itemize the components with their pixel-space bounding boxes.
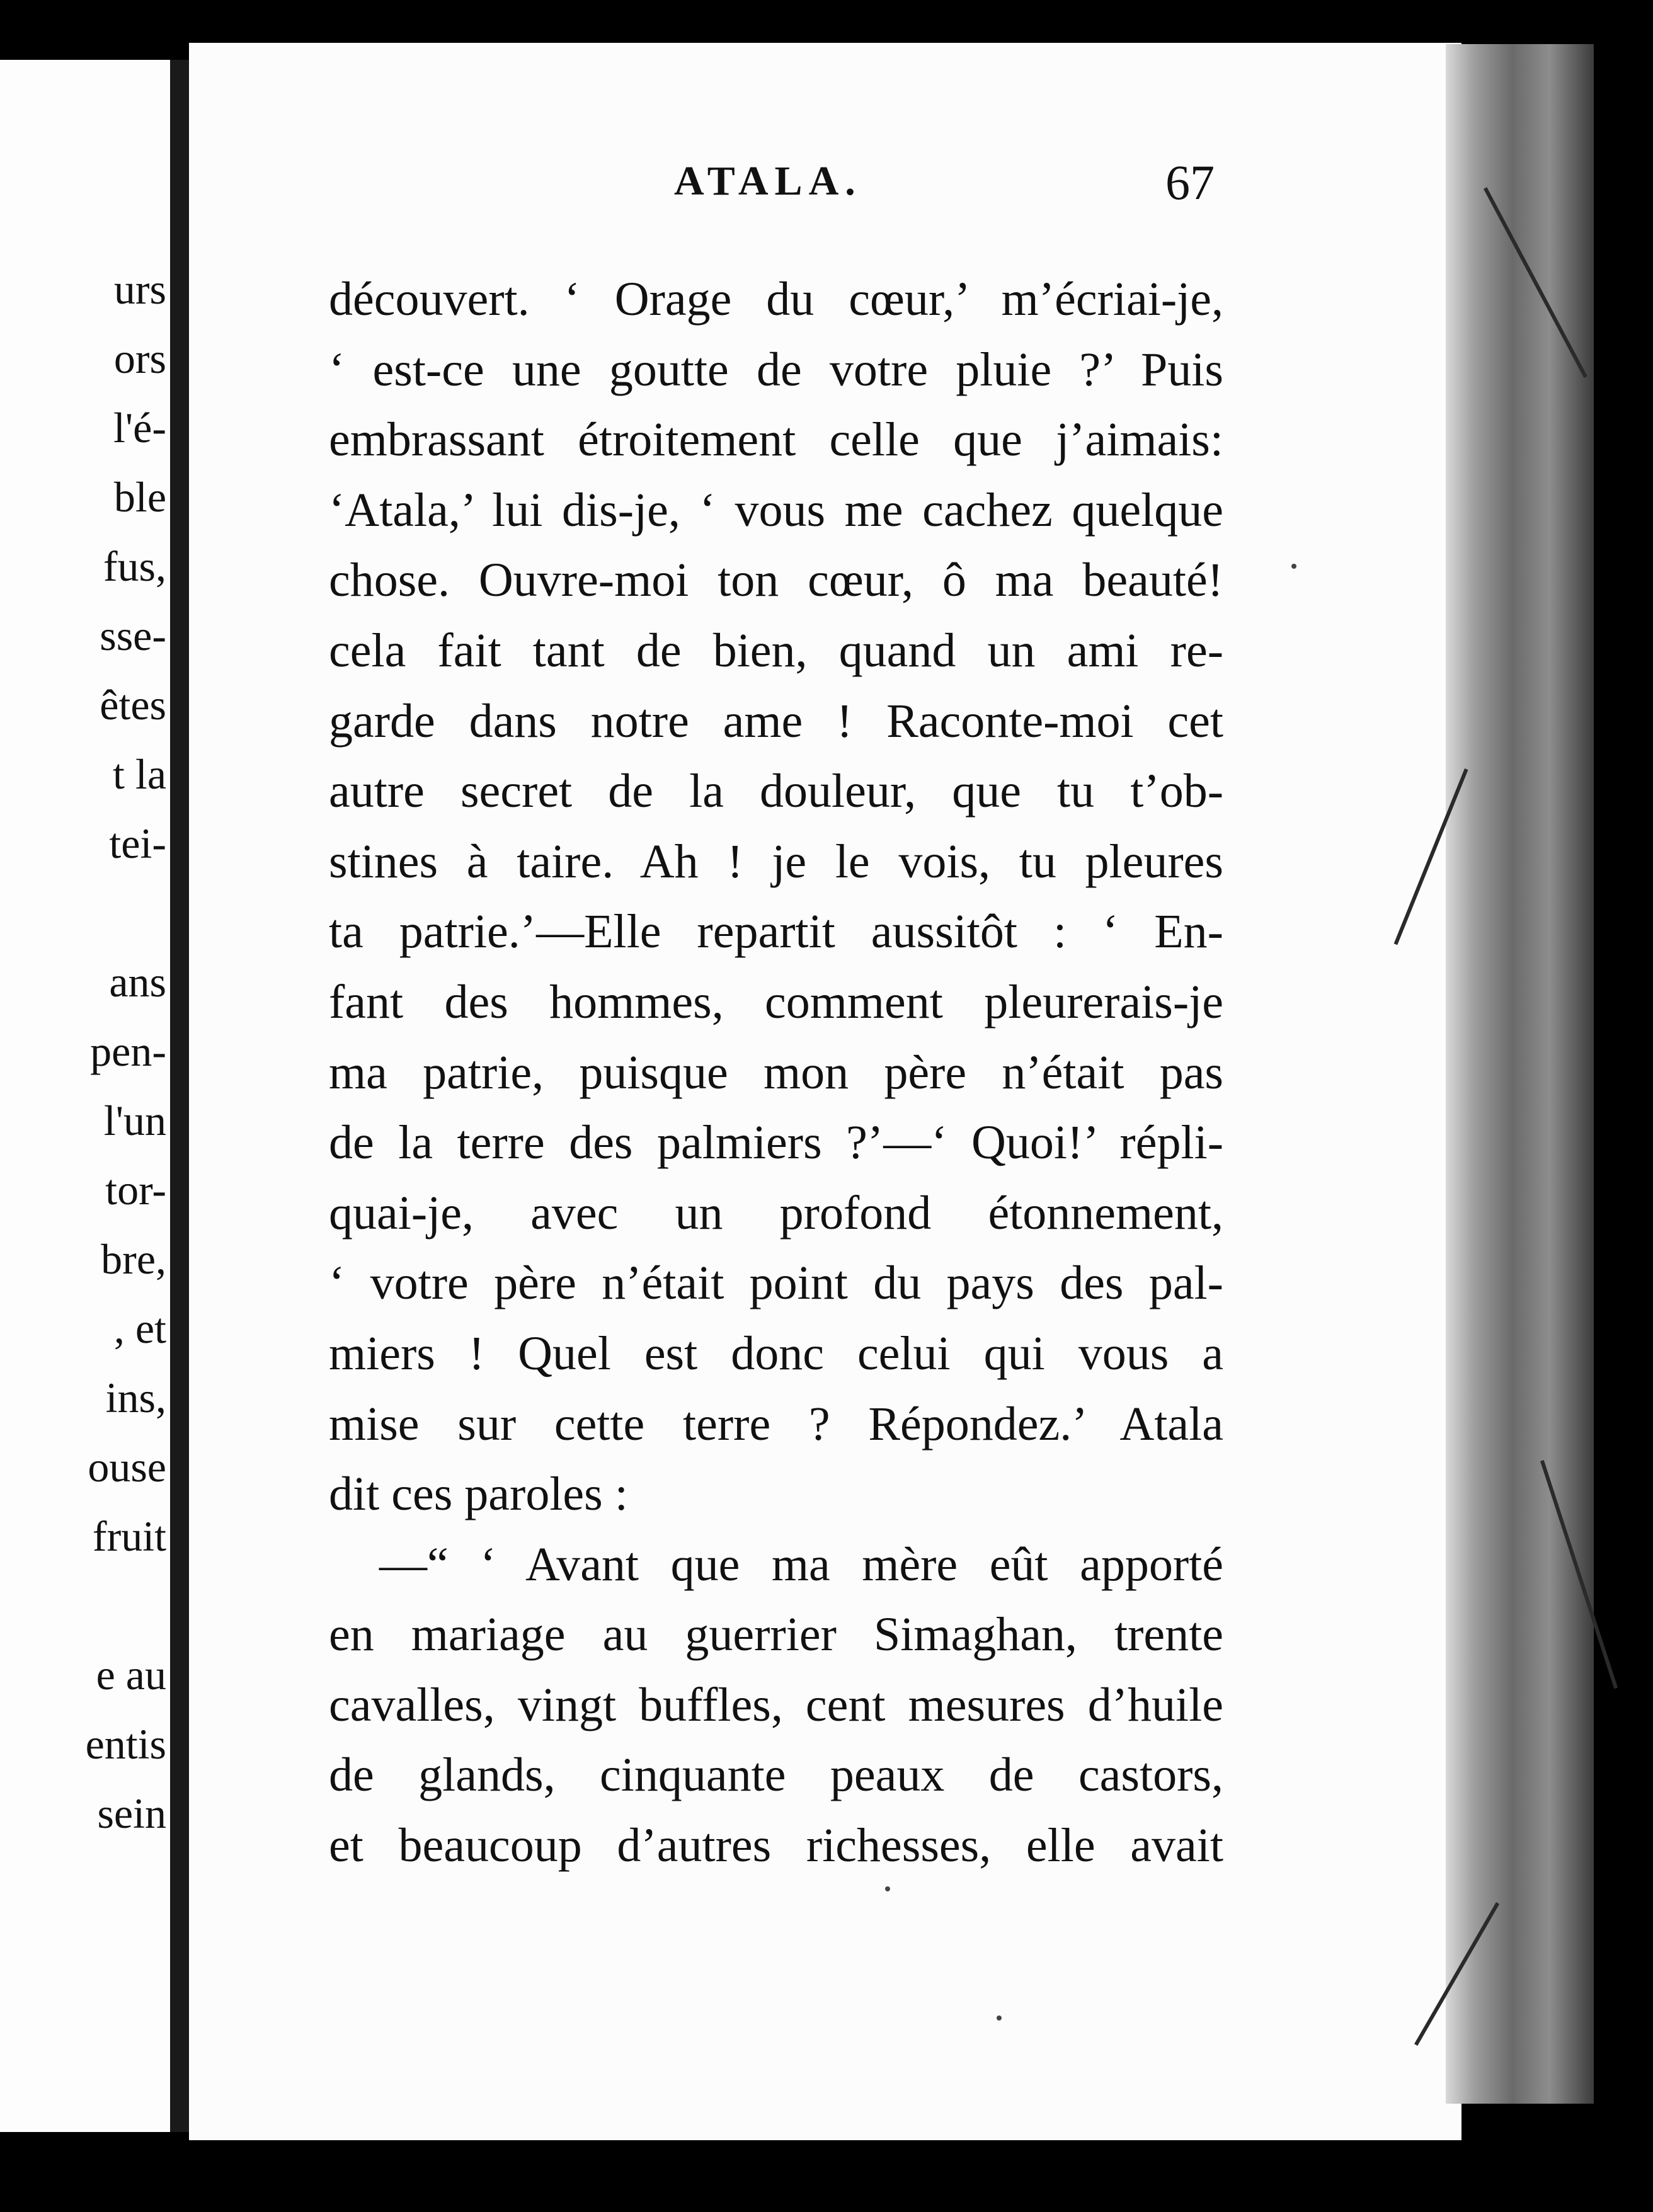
left-page-line: ble <box>113 473 166 521</box>
text-line: et beaucoup d’autres richesses, elle avait <box>329 1819 1223 1873</box>
left-page-line: tei- <box>109 819 166 867</box>
left-page-line: bre, <box>101 1235 166 1283</box>
text-line: cela fait tant de bien, quand un ami re- <box>329 624 1223 677</box>
left-page-line: t la <box>113 750 166 798</box>
left-page-line: entis <box>85 1720 166 1768</box>
book-gutter <box>170 60 189 2132</box>
left-page-line: ouse <box>88 1443 166 1491</box>
left-page-line: fruit <box>92 1512 166 1560</box>
text-line: cavalles, vingt buffles, cent mesures d’huile <box>329 1678 1223 1731</box>
text-line: dit ces paroles : <box>329 1468 628 1521</box>
text-line: ta patrie.’—Elle repartit aussitôt : ‘ En- <box>329 905 1223 959</box>
left-page-line: pen- <box>90 1027 166 1075</box>
left-page-line: l'é- <box>113 404 166 452</box>
running-title: ATALA. <box>674 158 862 204</box>
text-line: chose. Ouvre-moi ton cœur, ô ma beauté! <box>329 554 1223 607</box>
edge-streak <box>1540 1460 1618 1689</box>
left-page-line: ans <box>109 958 166 1006</box>
left-page-line: , et <box>113 1304 166 1352</box>
text-line: embrassant étroitement celle que j’aimais: <box>329 413 1223 467</box>
left-page-line: tor- <box>105 1166 166 1214</box>
text-line: fant des hommes, comment pleurerais-je <box>329 975 1223 1029</box>
dust-speck <box>997 2015 1002 2021</box>
left-page-line: ors <box>113 334 166 382</box>
text-line: ‘Atala,’ lui dis-je, ‘ vous me cachez quelque <box>329 483 1223 537</box>
left-page-line: sein <box>97 1789 166 1837</box>
text-line: découvert. ‘ Orage du cœur,’ m’écriai-je, <box>329 273 1223 326</box>
page-number: 67 <box>1165 155 1215 210</box>
text-line: garde dans notre ame ! Raconte-moi cet <box>329 694 1223 748</box>
text-line: miers ! Quel est donc celui qui vous a <box>329 1326 1223 1380</box>
text-line: autre secret de la douleur, que tu t’ob- <box>329 765 1223 818</box>
dust-speck <box>1291 564 1296 569</box>
text-line: stines à taire. Ah ! je le vois, tu pleures <box>329 835 1223 888</box>
text-line: —“ ‘ Avant que ma mère eût apporté <box>379 1537 1223 1591</box>
text-line: de glands, cinquante peaux de castors, <box>329 1748 1223 1802</box>
text-line: en mariage au guerrier Simaghan, trente <box>329 1608 1223 1662</box>
left-page-line: l'un <box>103 1097 166 1144</box>
dust-speck <box>885 1886 890 1891</box>
left-page-line: fus, <box>103 542 166 590</box>
text-line: ‘ est-ce une goutte de votre pluie ?’ Puis <box>329 343 1223 396</box>
text-line: quai-je, avec un profond étonnement, <box>329 1186 1223 1240</box>
left-page-line: e au <box>96 1651 166 1699</box>
page-edge-shading <box>1446 44 1594 2104</box>
text-line: de la terre des palmiers ?’—‘ Quoi!’ répli- <box>329 1116 1223 1170</box>
text-line: ma patrie, puisque mon père n’était pas <box>329 1046 1223 1099</box>
left-page-line: êtes <box>100 681 166 729</box>
left-page-line: sse- <box>100 612 166 659</box>
previous-page-fragment <box>0 60 170 2132</box>
left-page-line: ins, <box>105 1374 166 1422</box>
text-line: ‘ votre père n’était point du pays des pal- <box>329 1257 1223 1310</box>
edge-streak <box>1484 187 1587 378</box>
text-line: mise sur cette terre ? Répondez.’ Atala <box>329 1397 1223 1451</box>
left-page-line: urs <box>113 265 166 313</box>
body-text <box>329 265 1223 1881</box>
